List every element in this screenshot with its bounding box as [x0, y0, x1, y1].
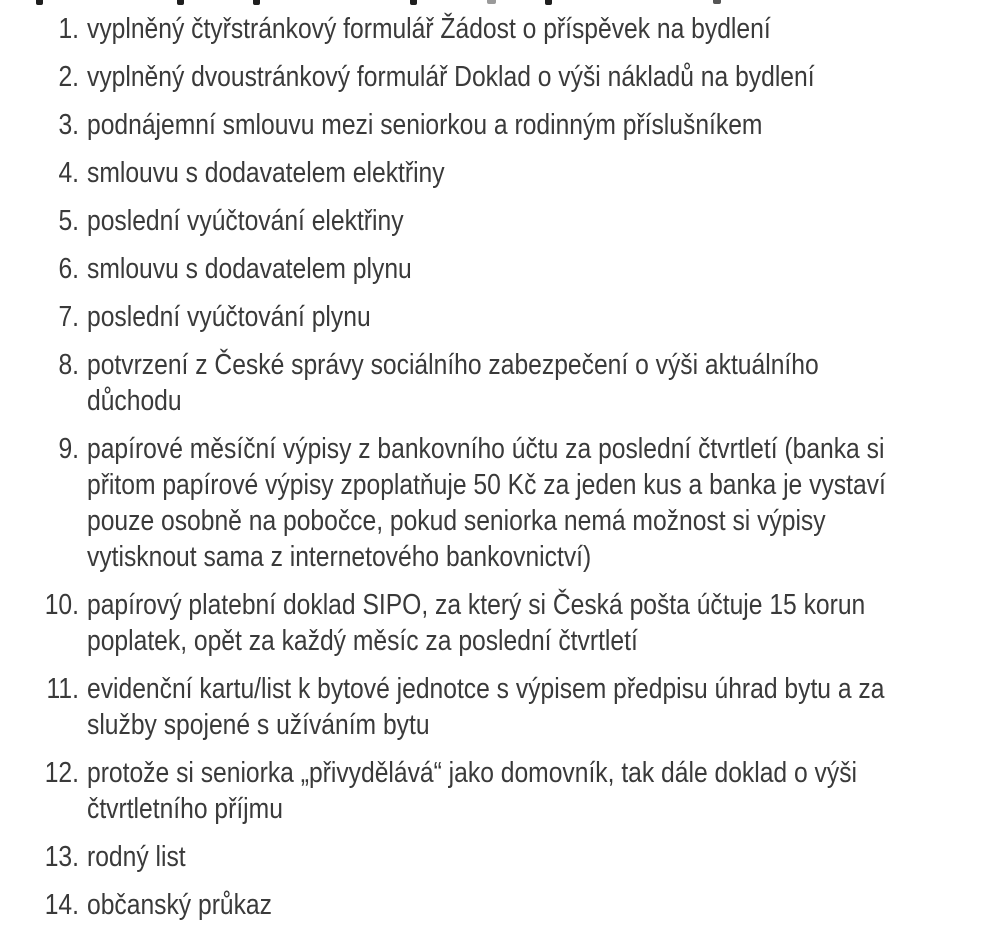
item-line: vytisknout sama z internetového bankovnictví) [87, 541, 592, 573]
item-number: 6. [58, 253, 79, 285]
item-number: 13. [44, 841, 79, 873]
list-item [0, 251, 1000, 287]
item-number: 8. [58, 349, 79, 381]
list-item [0, 299, 1000, 335]
item-line: evidenční kartu/list k bytové jednotce s výpisem předpisu úhrad bytu a za [87, 673, 885, 705]
item-text [87, 299, 863, 335]
item-line: papírový platební doklad SIPO, za který si Česká pošta účtuje 15 korun [87, 589, 866, 621]
list-item [0, 755, 1000, 827]
list-item [0, 887, 1000, 923]
item-text [87, 671, 885, 743]
item-line: papírové měsíční výpisy z bankovního účtu za poslední čtvrtletí (banka si [87, 433, 885, 465]
item-line: čtvrtletního příjmu [87, 793, 283, 825]
clipped-text-fragment [545, 0, 552, 5]
list-item [0, 671, 1000, 743]
item-line: podnájemní smlouvu mezi seniorkou a rodinným příslušníkem [87, 109, 763, 141]
item-number: 4. [58, 157, 79, 189]
item-line: důchodu [87, 385, 182, 417]
item-text [87, 431, 886, 575]
clipped-text-fragment [487, 0, 496, 4]
item-text [87, 887, 863, 923]
item-text [87, 59, 863, 95]
item-number: 5. [58, 205, 79, 237]
item-line: pouze osobně na pobočce, pokud seniorka nemá možnost si výpisy [87, 505, 826, 537]
item-text [87, 155, 863, 191]
list-item [0, 587, 1000, 659]
list-item [0, 347, 1000, 419]
item-number: 11. [46, 673, 79, 705]
item-line: potvrzení z České správy sociálního zabezpečení o výši aktuálního [87, 349, 819, 381]
item-number: 10. [44, 589, 79, 621]
item-line: přitom papírové výpisy zpoplatňuje 50 Kč za jeden kus a banka je vystaví [87, 469, 886, 501]
item-text [87, 755, 863, 827]
item-line: vyplněný čtyřstránkový formulář Žádost o příspěvek na bydlení [87, 13, 771, 45]
clipped-text-fragment [253, 0, 260, 5]
item-line: poplatek, opět za každý měsíc za poslední čtvrtletí [87, 625, 638, 657]
clipped-text-fragment [410, 0, 417, 5]
item-text [87, 347, 863, 419]
list-item [0, 11, 1000, 47]
item-line: vyplněný dvoustránkový formulář Doklad o výši nákladů na bydlení [87, 61, 815, 93]
item-number: 12. [44, 757, 79, 789]
item-line: poslední vyúčtování plynu [87, 301, 371, 333]
list-item [0, 107, 1000, 143]
list-item [0, 59, 1000, 95]
clipped-text-fragment [713, 0, 721, 4]
clipped-text-line-fragments [0, 0, 1000, 6]
item-line: služby spojené s užíváním bytu [87, 709, 430, 741]
list-item [0, 203, 1000, 239]
item-line: poslední vyúčtování elektřiny [87, 205, 404, 237]
clipped-text-fragment [36, 0, 43, 5]
item-text [87, 203, 863, 239]
item-line: občanský průkaz [87, 889, 272, 921]
item-number: 7. [58, 301, 79, 333]
item-number: 2. [58, 61, 79, 93]
item-text [87, 587, 866, 659]
item-text [87, 839, 863, 875]
item-number: 1. [58, 13, 79, 45]
item-line: smlouvu s dodavatelem plynu [87, 253, 412, 285]
item-line: smlouvu s dodavatelem elektřiny [87, 157, 445, 189]
item-number: 9. [58, 433, 79, 465]
item-number: 3. [58, 109, 79, 141]
clipped-text-fragment [177, 0, 184, 5]
item-text [87, 251, 863, 287]
item-text [87, 107, 863, 143]
item-text [87, 11, 863, 47]
list-item [0, 839, 1000, 875]
list-item [0, 155, 1000, 191]
item-line: rodný list [87, 841, 186, 873]
list-item [0, 431, 1000, 575]
item-line: protože si seniorka „přivydělává“ jako domovník, tak dále doklad o výši [87, 757, 858, 789]
item-number: 14. [44, 889, 79, 921]
